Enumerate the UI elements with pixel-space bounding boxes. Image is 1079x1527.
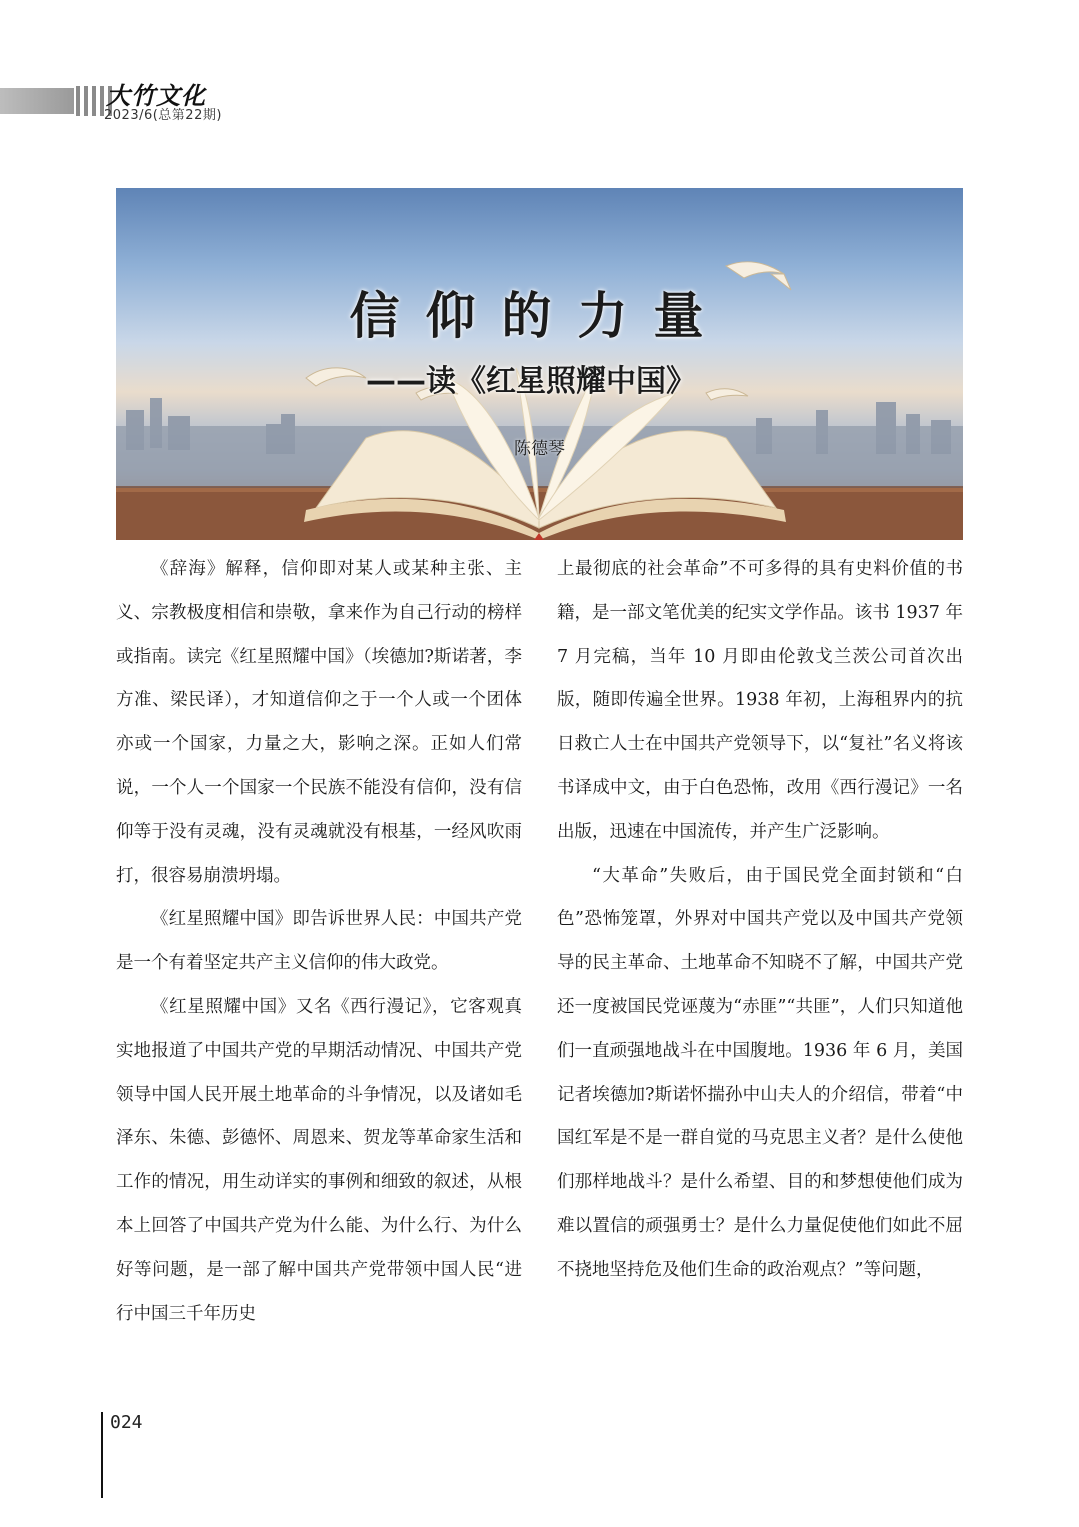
magazine-title: 大竹文化 bbox=[106, 81, 206, 110]
article-author: 陈德琴 bbox=[514, 439, 565, 459]
article-subtitle: ——读《红星照耀中国》 bbox=[366, 364, 696, 399]
paragraph: 上最彻底的社会革命”不可多得的具有史料价值的书籍，是一部文笔优美的纪实文学作品。该书 1937 年 7 月完稿，当年 10 月即由伦敦戈兰茨公司首次出版，随即传遍全世界。1938 年初，上海租界内的抗日救亡人士在中国共产党领导下，以“复社”名义将该书译成中文，由于白色恐怖，改用《西行漫记》一名出版，迅速在中国流传，并产生广泛影响。 bbox=[557, 559, 963, 842]
paragraph: 《红星照耀中国》又名《西行漫记》，它客观真实地报道了中国共产党的早期活动情况、中国共产党领导中国人民开展土地革命的斗争情况，以及诸如毛泽东、朱德、彭德怀、周恩来、贺龙等革命家生活和工作的情况，用生动详实的事例和细致的叙述，从根本上回答了中国共产党为什么能、为什么行、为什么好等问题，是一部了解中国共产党带领中国人民“进行中国三千年历史 bbox=[116, 996, 522, 1324]
footer-rule bbox=[101, 1412, 103, 1498]
header-gray-bar bbox=[0, 88, 74, 114]
left-column bbox=[116, 548, 522, 1336]
issue-number: 2023/6(总第22期) bbox=[104, 108, 222, 123]
article-title: 信仰的力量 bbox=[349, 287, 730, 345]
right-column bbox=[557, 548, 963, 1293]
paragraph: 《辞海》解释，信仰即对某人或某种主张、主义、宗教极度相信和崇敬，拿来作为自己行动的榜样或指南。读完《红星照耀中国》（埃德加?斯诺著，李方准、梁民译），才知道信仰之于一个人或一个团体亦或一个国家，力量之大，影响之深。正如人们常说，一个人一个国家一个民族不能没有信仰，没有信仰等于没有灵魂，没有灵魂就没有根基，一经风吹雨打，很容易崩溃坍塌。 bbox=[116, 559, 522, 886]
page-number: 024 bbox=[110, 1412, 143, 1433]
paragraph: “大革命”失败后，由于国民党全面封锁和“白色”恐怖笼罩，外界对中国共产党以及中国共产党领导的民主革命、土地革命不知晓不了解，中国共产党还一度被国民党诬蔑为“赤匪”“共匪”，人们只知道他们一直顽强地战斗在中国腹地。1936 年 6 月，美国记者埃德加?斯诺怀揣孙中山夫人的介绍信，带着“中国红军是不是一群自觉的马克思主义者？是什么使他们那样地战斗？是什么希望、目的和梦想使他们成为难以置信的顽强勇士？是什么力量促使他们如此不屈不挠地坚持危及他们生命的政治观点？”等问题， bbox=[557, 865, 963, 1280]
paragraph: 《红星照耀中国》即告诉世界人民：中国共产党是一个有着坚定共产主义信仰的伟大政党。 bbox=[116, 909, 522, 974]
article-banner bbox=[116, 188, 963, 540]
